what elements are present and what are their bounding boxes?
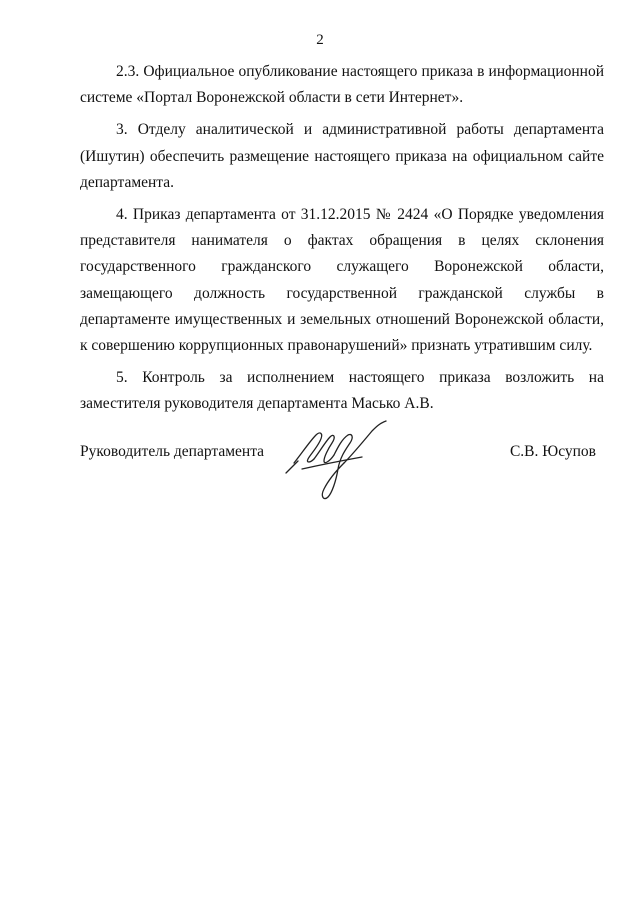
signatory-title: Руководитель департамента: [80, 443, 265, 460]
paragraph-2-3: 2.3. Официальное опубликование настоящего приказа в информационной системе «Портал Воронежской области в сети Интернет».: [80, 63, 604, 107]
paragraph-3: 3. Отделу аналитической и административной работы департамента (Ишутин) обеспечить размещение настоящего приказа на официальном сайте департамента.: [80, 121, 604, 191]
paragraph-5: 5. Контроль за исполнением настоящего приказа возложить на заместителя руководителя департамента Масько А.В.: [80, 369, 604, 413]
signatory-name: С.В. Юсупов: [509, 443, 596, 460]
page-number: 2: [316, 32, 324, 48]
paragraph-4: 4. Приказ департамента от 31.12.2015 № 2424 «О Порядке уведомления представителя нанимателя о фактах обращения в целях склонения государственного гражданского служащего Воронежской области, замещающего должность государственной гражданской службы в департаменте имущественных и земельных отношений Воронежской области, к совершению коррупционных правонарушений» признать утратившим силу.: [80, 206, 604, 355]
handwritten-signature: [280, 413, 400, 508]
document-body: [80, 59, 604, 424]
